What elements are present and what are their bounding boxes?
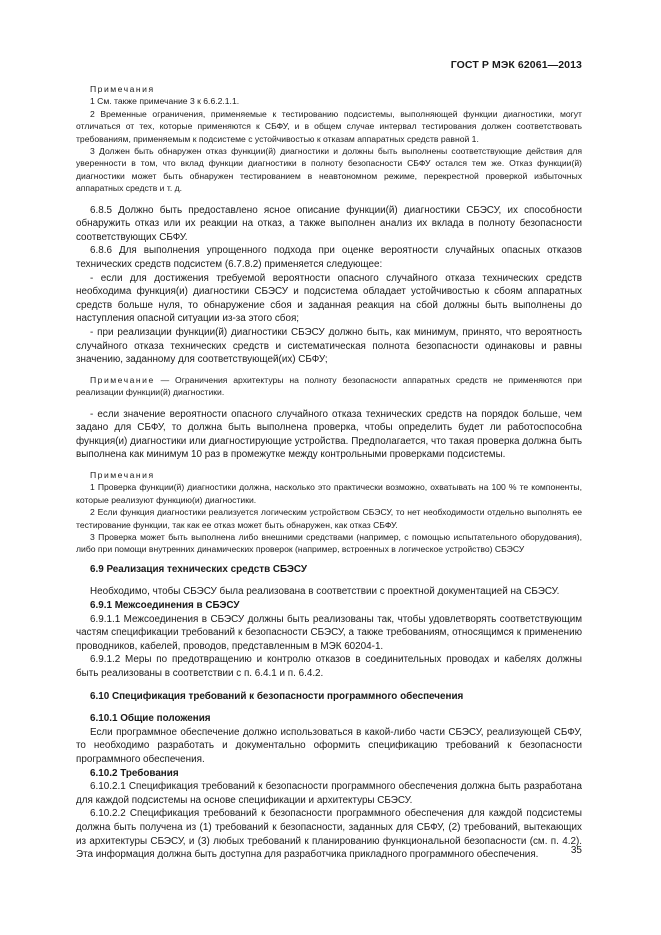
paragraph-6-8-5: 6.8.5 Должно быть предоставлено ясное описание функции(й) диагностики СБЭСУ, их способности обнаружить отказ или их реакции на отказ, а также выполнен анализ их вклада в полноту безопасности соответствующих СБФУ.: [76, 204, 582, 243]
notes-title: Примечания: [90, 84, 155, 94]
section-heading-6-9-1: 6.9.1 Межсоединения в СБЭСУ: [90, 600, 240, 611]
note-item: 3 Проверка может быть выполнена либо внешними средствами (например, с помощью испытательного оборудования), либо при помощи внутренних динамических проверок (например, встроенных в логическое устройство) СБЭСУ: [76, 532, 582, 555]
note-item: 1 См. также примечание 3 к 6.6.2.1.1.: [90, 96, 240, 107]
standard-header: ГОСТ Р МЭК 62061—2013: [450, 59, 582, 71]
note-item: 2 Временные ограничения, применяемые к тестированию подсистемы, выполняющей функции диагностики, могут отличаться от тех, которые применяются к СБФУ, и в общем случае интервал тестирования должен соответствовать требованиям, применяемым к подсистеме с устойчивостью к отказам аппаратных средств равной 1.: [76, 108, 582, 144]
paragraph-6-10-2-1: 6.10.2.1 Спецификация требований к безопасности программного обеспечения должна быть разработана для каждой подсистемы на основе спецификации и архитектуры СБЭСУ.: [76, 781, 582, 806]
paragraph-6-9-1-2: 6.9.1.2 Меры по предотвращению и контролю отказов в соединительных проводах и кабелях должны быть реализованы в соответствии с п. 6.4.1 и п. 6.4.2.: [76, 654, 582, 679]
paragraph-6-9: Необходимо, чтобы СБЭСУ была реализована в соответствии с проектной документацией на СБЭСУ.: [90, 586, 560, 598]
list-item: - если для достижения требуемой вероятности опасного случайного отказа технических средств необходима функция(и) диагностики СБЭСУ и подсистема обладает устойчивостью к сбоям аппаратных средств больше нуля, то обнаружение сбоя и заданная реакция на сбой должны быть выполнены до наступления опасной ситуации из-за этого сбоя;: [76, 272, 582, 325]
section-heading-6-10-1: 6.10.1 Общие положения: [90, 713, 211, 725]
note-label: Примечание: [90, 374, 155, 385]
paragraph-6-9-1-1: 6.9.1.1 Межсоединения в СБЭСУ должны быть реализованы так, чтобы удовлетворять соответствующим частям спецификации требований к безопасности СБЭСУ, а также требованиям, относящимся к применению проводников, кабелей, проводов, представленным в МЭК 60204-1.: [76, 613, 582, 652]
section-heading-6-10: 6.10 Спецификация требований к безопасности программного обеспечения: [90, 690, 464, 702]
page-number: 35: [570, 845, 582, 856]
paragraph-6-10-1: Если программное обеспечение должно использоваться в какой-либо части СБЭСУ, реализующей СБФУ, то необходимо разработать и документально оформить спецификацию требований к безопасности программного обеспечения.: [76, 726, 582, 765]
note-text: — Ограничения архитектуры на полноту безопасности аппаратных средств не применяются при реализации функции(й) диагностики.: [76, 374, 582, 398]
page-content: [76, 83, 582, 862]
list-item: - если значение вероятности опасного случайного отказа технических средств на порядок больше, чем задано для СБФУ, то должна быть выполнена проверка, чтобы определить будет ли работоспособна функция(и) диагностики или диагностирующие устройства. Предполагается, что такая проверка должна быть выполнена как минимум 10 раз в промежутке между контрольными проверками подсистемы.: [76, 408, 582, 461]
note-single: [76, 374, 582, 399]
note-item: 2 Если функция диагностики реализуется логическим устройством СБЭСУ, то нет необходимости отдельно выполнять ее тестирование функции, так как ее отказ может быть обнаружен, как отказ СБФУ.: [76, 507, 582, 530]
note-item: 3 Должен быть обнаружен отказ функции(й) диагностики и должны быть выполнены соответствующие действия для уверенности в том, что вклад функции диагностики в полноту безопасности СБФУ остался тем же. Отказ функции(й) диагностики может быть обнаружен тестированием в неавтономном режиме, перекрестной проверкой избыточных аппаратных средств и т. д.: [76, 146, 582, 194]
paragraph-6-8-6: 6.8.6 Для выполнения упрощенного подхода при оценке вероятности случайных опасных отказов технических средств подсистем (6.7.8.2) применяется следующее:: [76, 245, 582, 271]
paragraph-6-10-2-2: 6.10.2.2 Спецификация требований к безопасности программного обеспечения для каждой подсистемы должна быть получена из (1) требований к безопасности, заданных для СБФУ, (2) требований, вытекающих из архитектуры СБЭСУ, и (3) любых требований к планированию функциональной безопасности (см. п. 4.2). Эта информация должна быть доступна для разработчика прикладного программного обеспечения.: [76, 808, 582, 861]
note-item: 1 Проверка функции(й) диагностики должна, насколько это практически возможно, охватывать на 100 % те компоненты, которые реализуют функцию(и) диагностики.: [76, 482, 582, 505]
section-heading-6-9: 6.9 Реализация технических средств СБЭСУ: [90, 563, 308, 575]
notes-title: Примечания: [90, 469, 155, 480]
list-item: - при реализации функции(й) диагностики СБЭСУ должно быть, как минимум, принято, что вероятность случайного отказа технических средств и систематическая полнота безопасности одинаковы и равны значению, заданному для соответствующей(их) СБФУ;: [76, 327, 582, 366]
section-heading-6-10-2: 6.10.2 Требования: [90, 767, 179, 779]
